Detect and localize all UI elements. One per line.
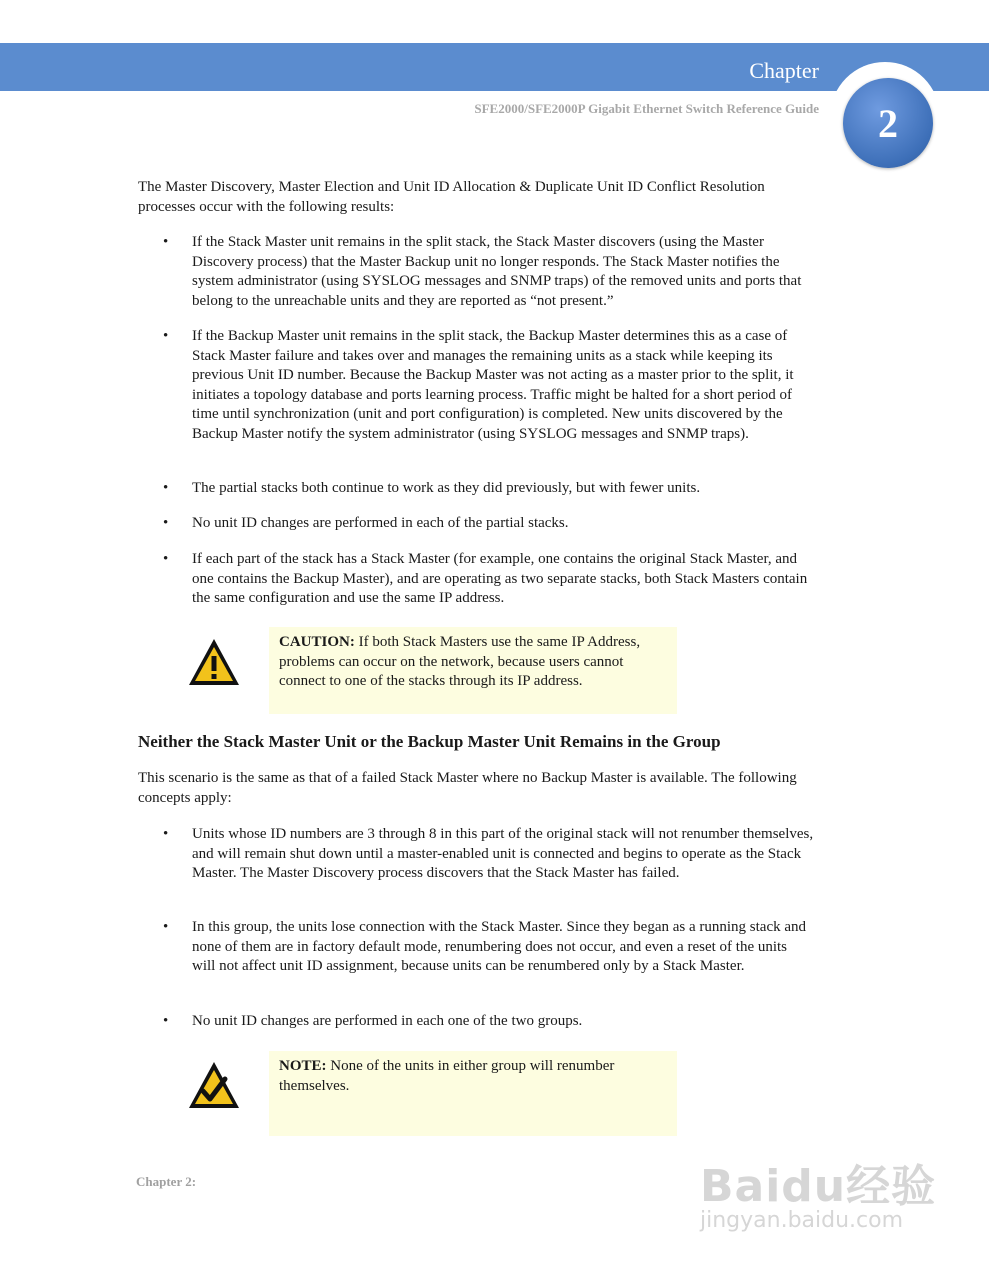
bullet-glyph: • bbox=[163, 328, 169, 344]
list-item bbox=[138, 233, 814, 311]
caution-label: CAUTION: bbox=[279, 634, 355, 650]
scenario-paragraph: This scenario is the same as that of a failed Stack Master where no Backup Master is available. The following concepts apply: bbox=[138, 770, 797, 806]
caution-text: If both Stack Masters use the same IP Address, problems can occur on the network, because users cannot connect to one of the stacks through its IP address. bbox=[279, 634, 641, 689]
section-heading: Neither the Stack Master Unit or the Backup Master Unit Remains in the Group bbox=[138, 732, 721, 751]
list-item-text: In this group, the units lose connection with the Stack Master. Since they began as a running stack and none of them are in factory default mode, renumbering does not occur, and even a reset of the units will not affect unit ID assignment, because units can be renumbered only by a Stack Master. bbox=[192, 919, 807, 974]
bullet-glyph: • bbox=[163, 826, 169, 842]
list-item-text: If each part of the stack has a Stack Master (for example, one contains the original Stack Master, and one contains the Backup Master), and are operating as two separate stacks, both Stack Masters contain the same configuration and use the same IP address. bbox=[192, 551, 808, 606]
chapter-label: Chapter bbox=[749, 58, 819, 83]
bullet-glyph: • bbox=[163, 919, 169, 935]
watermark-brand: Baidu经验 bbox=[700, 1161, 937, 1212]
bullet-glyph: • bbox=[163, 551, 169, 567]
list-item-text: No unit ID changes are performed in each of the partial stacks. bbox=[192, 515, 569, 531]
list-item bbox=[138, 550, 814, 609]
bullet-glyph: • bbox=[163, 234, 169, 250]
list-item-text: The partial stacks both continue to work as they did previously, but with fewer units. bbox=[192, 480, 701, 496]
watermark-url: jingyan.baidu.com bbox=[700, 1208, 904, 1233]
list-item bbox=[138, 327, 814, 444]
list-item bbox=[138, 514, 814, 534]
caution-icon bbox=[186, 636, 242, 688]
caution-callout bbox=[269, 627, 677, 714]
list-item-text: No unit ID changes are performed in each one of the two groups. bbox=[192, 1013, 583, 1029]
list-item bbox=[138, 825, 814, 884]
list-item-text: If the Stack Master unit remains in the split stack, the Stack Master discovers (using the Master Discovery process) that the Master Backup unit no longer responds. The Stack Master notifies the system administrator (using SYSLOG messages and SNMP traps) of the removed units and ports that belong to the unreachable units and they are reported as “not present.” bbox=[192, 234, 802, 309]
list-item-text: If the Backup Master unit remains in the split stack, the Backup Master determines this as a case of Stack Master failure and takes over and manages the remaining units as a stack while keeping its previous Unit ID number. Because the Backup Master was not acting as a master prior to the split, it initiates a topology database and ports learning process. Traffic might be halted for a short period of time until synchronization (unit and port configuration) is completed. New units discovered by the Backup Master notify the system administrator (using SYSLOG messages and SNMP traps). bbox=[192, 328, 794, 442]
page-footer: Chapter 2: bbox=[136, 1174, 197, 1189]
bullet-glyph: • bbox=[163, 515, 169, 531]
watermark bbox=[700, 1130, 960, 1240]
bullet-glyph: • bbox=[163, 1013, 169, 1029]
list-item bbox=[138, 1012, 814, 1032]
guide-title: SFE2000/SFE2000P Gigabit Ethernet Switch Reference Guide bbox=[474, 101, 819, 116]
note-text: None of the units in either group will renumber themselves. bbox=[279, 1058, 615, 1094]
checkmark-note-icon bbox=[186, 1059, 242, 1111]
list-item bbox=[138, 918, 814, 977]
list-item bbox=[138, 479, 814, 499]
list-item-text: Units whose ID numbers are 3 through 8 in this part of the original stack will not renumber themselves, and will remain shut down until a master-enabled unit is connected and begins to operate as the Stack Master. The Master Discovery process discovers that the Stack Master has failed. bbox=[192, 826, 814, 881]
note-callout bbox=[269, 1051, 677, 1136]
note-label: NOTE: bbox=[279, 1058, 327, 1074]
intro-paragraph: The Master Discovery, Master Election and Unit ID Allocation & Duplicate Unit ID Conflict Resolution processes occur with the following results: bbox=[138, 179, 765, 215]
bullet-glyph: • bbox=[163, 480, 169, 496]
chapter-number-badge: 2 bbox=[843, 78, 933, 168]
